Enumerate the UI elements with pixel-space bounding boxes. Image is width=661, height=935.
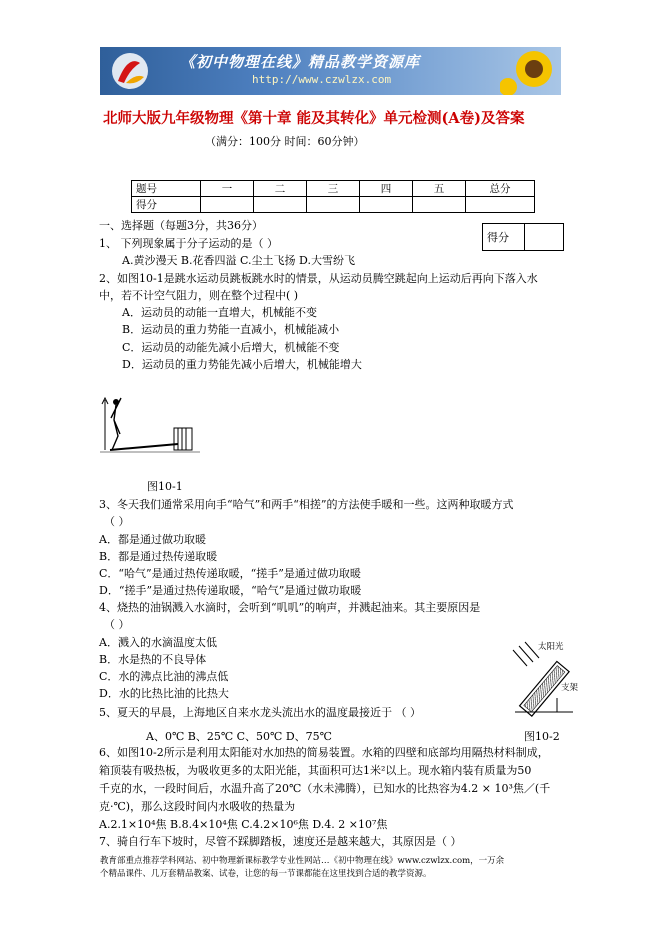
score-table [131, 180, 535, 213]
question-6-line-2: 箱顶装有吸热板，为吸收更多的太阳光能，其面积可达1米²以上。现水箱内装有质量为50 [99, 764, 532, 777]
score-cell[interactable] [360, 197, 413, 213]
question-6-line-1: 6、如图10-2所示是利用太阳能对水加热的简易装置。水箱的四壁和底部均用隔热材料制成， [99, 746, 549, 759]
question-1-options: A.黄沙漫天 B.花香四溢 C.尘土飞扬 D.大雪纷飞 [122, 254, 355, 267]
figure-10-1-caption: 图10-1 [147, 480, 183, 493]
score-row-label: 得分 [132, 197, 201, 213]
score-header-cell: 二 [254, 181, 307, 197]
score-header-cell: 五 [413, 181, 466, 197]
page-footer [100, 855, 570, 881]
question-2-stem-cont: 中，若不计空气阻力，则在整个过程中( ) [99, 289, 299, 302]
figure-stand-label: 支架 [561, 683, 579, 693]
score-cell[interactable] [201, 197, 254, 213]
question-4-option-b: B．水是热的不良导体 [99, 653, 207, 666]
question-5-stem: 5、夏天的早晨，上海地区自来水龙头流出水的温度最接近于 （ ） [99, 706, 421, 719]
score-table-header-row [132, 181, 535, 197]
page-title: 北师大版九年级物理《第十章 能及其转化》单元检测(A卷)及答案 [103, 110, 525, 127]
grade-label: 得分 [483, 224, 525, 251]
question-4-option-d: D．水的比热比油的比热大 [99, 687, 229, 700]
question-3-option-c: C．“哈气”是通过热传递取暖，“搓手”是通过做功取暖 [99, 567, 361, 580]
question-2-option-d: D．运动员的重力势能先减小后增大，机械能增大 [122, 358, 362, 371]
question-5-options: A、0℃ B、25℃ C、50℃ D、75℃ [146, 730, 332, 743]
question-3-stem: 3、冬天我们通常采用向手“哈气”和两手“相搓”的方法使手暖和一些。这两种取暖方式 [99, 498, 514, 511]
score-header-cell: 一 [201, 181, 254, 197]
footer-line-1: 教育部重点推荐学科网站、初中物理新课标教学专业性网站…《初中物理在线》www.czwlzx.com，一万余 [100, 856, 505, 866]
question-4-option-a: A．溅入的水滴温度太低 [99, 636, 217, 649]
question-7-stem: 7、骑自行车下坡时，尽管不踩脚踏板，速度还是越来越大，其原因是（ ） [99, 835, 462, 848]
sunflower-icon [500, 47, 561, 95]
banner-url[interactable]: http://www.czwlzx.com [252, 73, 392, 86]
score-header-cell: 四 [360, 181, 413, 197]
score-header-cell: 题号 [132, 181, 201, 197]
question-2-option-c: C．运动员的动能先减小后增大，机械能不变 [122, 341, 340, 354]
score-header-cell: 总分 [466, 181, 535, 197]
figure-sunlight-label: 太阳光 [538, 642, 564, 652]
question-4-stem-cont: （ ） [104, 618, 130, 631]
exam-info: （满分：100分 时间：60分钟） [205, 135, 365, 148]
section-heading: 一、选择题（每题3分，共36分） [99, 219, 263, 232]
question-2-option-b: B．运动员的重力势能一直减小，机械能减小 [122, 323, 340, 336]
score-cell[interactable] [413, 197, 466, 213]
question-4-stem: 4、烧热的油锅溅入水滴时，会听到“叽叽”的响声，并溅起油来。其主要原因是 [99, 601, 481, 614]
question-4-option-c: C．水的沸点比油的沸点低 [99, 670, 229, 683]
question-3-option-d: D．“搓手”是通过热传递取暖，“哈气”是通过做功取暖 [99, 584, 362, 597]
question-6-line-3: 千克的水，一段时间后，水温升高了20℃（水未沸腾），已知水的比热容为4.2 × 10³焦／(千 [99, 782, 551, 795]
question-6-line-4: 克·℃)，那么这段时间内水吸收的热量为 [99, 800, 296, 813]
question-2-option-a: A．运动员的动能一直增大，机械能不变 [122, 306, 317, 319]
score-cell[interactable] [254, 197, 307, 213]
header-banner [100, 47, 561, 95]
logo-icon [108, 51, 152, 91]
diver-figure [100, 388, 200, 463]
grade-cell[interactable] [525, 224, 564, 251]
question-1-stem: 1、 下列现象属于分子运动的是（ ） [99, 237, 278, 250]
footer-line-2: 个精品课件、几万套精品教案、试卷，让您的每一节课都能在这里找到合适的教学资源。 [100, 869, 432, 879]
score-header-cell: 三 [307, 181, 360, 197]
question-3-option-b: B．都是通过热传递取暖 [99, 550, 218, 563]
question-6-options: A.2.1×10⁴焦 B.8.4×10⁴焦 C.4.2×10⁶焦 D.4. 2 ×10⁷焦 [99, 818, 388, 831]
score-table-row [132, 197, 535, 213]
question-2-stem: 2、如图10-1是跳水运动员跳板跳水时的情景，从运动员腾空跳起向上运动后再向下落入水 [99, 272, 538, 285]
figure-10-2-caption: 图10-2 [524, 730, 560, 743]
question-3-option-a: A．都是通过做功取暖 [99, 533, 206, 546]
score-cell[interactable] [466, 197, 535, 213]
banner-title: 《初中物理在线》精品教学资源库 [180, 53, 421, 71]
question-3-stem-cont: （ ） [104, 515, 130, 528]
grade-box [482, 223, 564, 251]
score-cell[interactable] [307, 197, 360, 213]
